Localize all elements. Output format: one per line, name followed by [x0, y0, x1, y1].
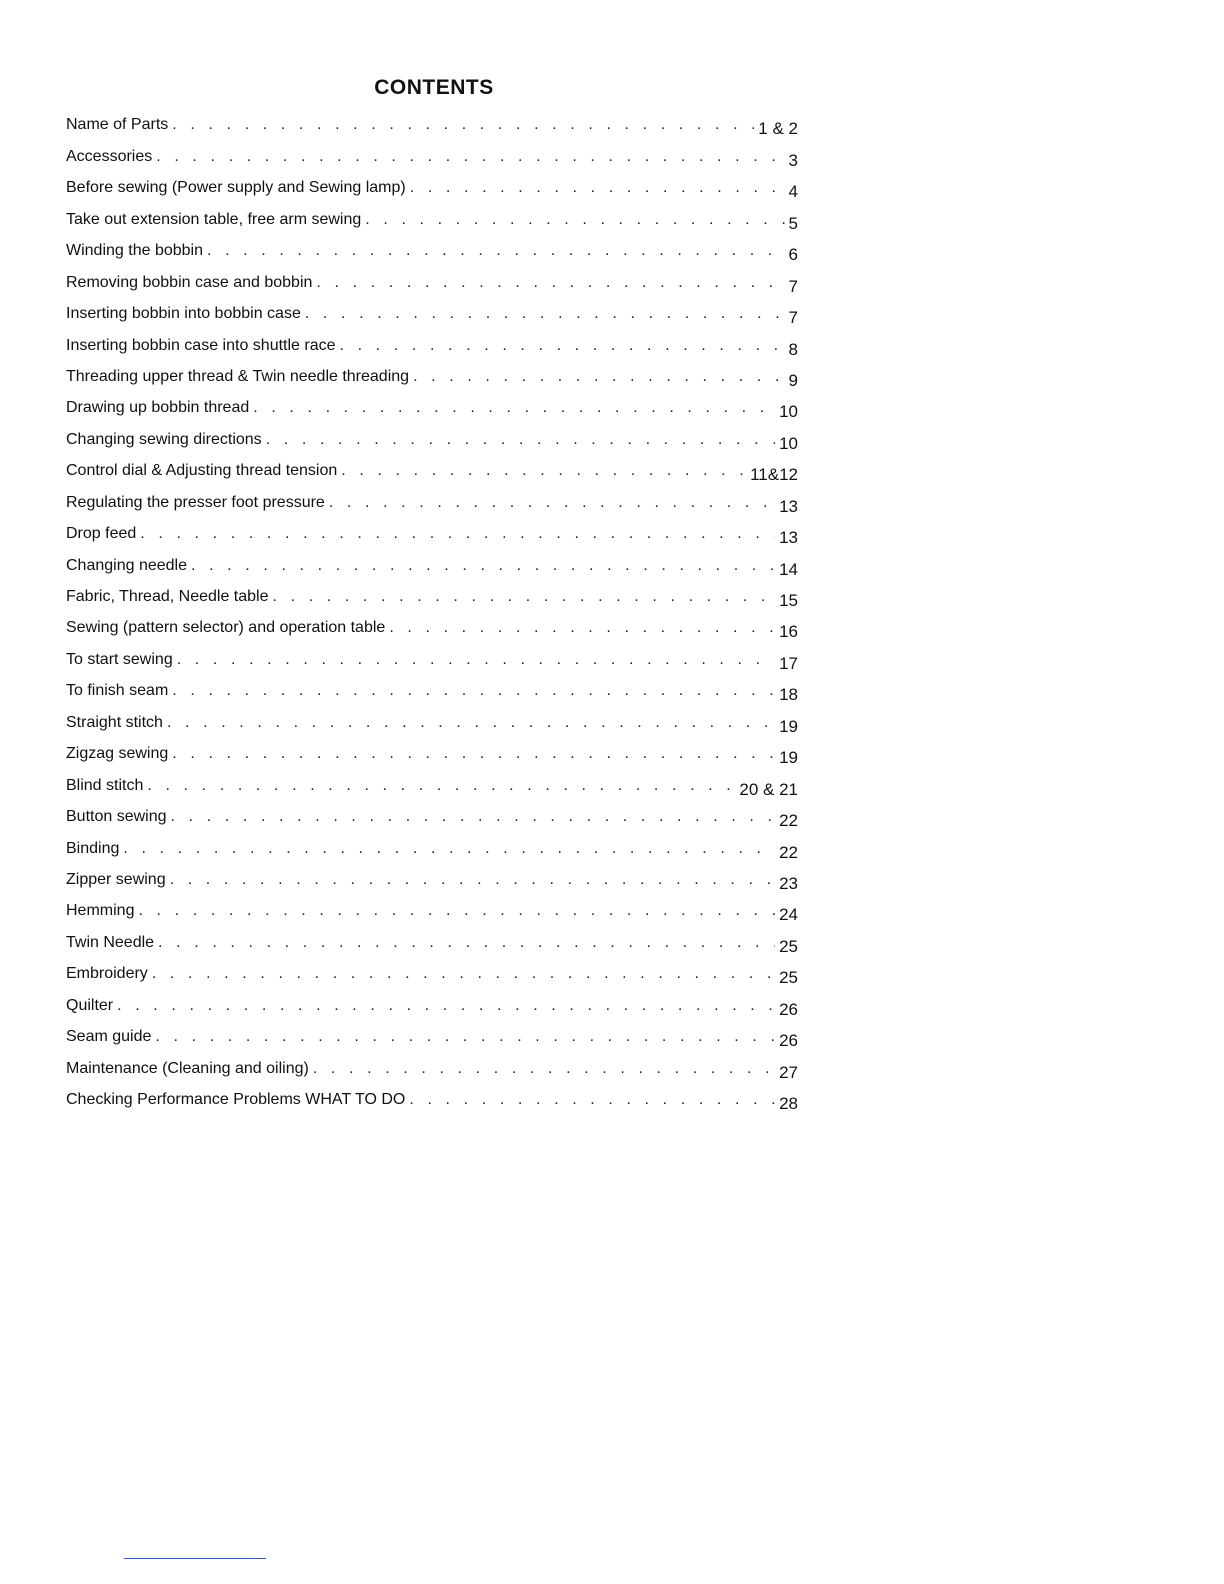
toc-entry-page-number: 23 [779, 873, 798, 893]
toc-entry-label: Blind stitch [66, 776, 144, 794]
dot-leader [167, 714, 775, 732]
toc-entry [66, 197, 798, 233]
dot-leader [272, 588, 775, 606]
toc-entry-label: Quilter [66, 996, 114, 1014]
dot-leader [266, 431, 775, 449]
dot-leader [147, 777, 735, 795]
toc-entry-page-number: 8 [788, 339, 798, 359]
toc-entry-label: Fabric, Thread, Needle table [66, 588, 269, 605]
toc-entry-label: Accessories [66, 147, 153, 165]
toc-entry-label: Name of Parts [66, 116, 169, 134]
dot-leader [316, 274, 784, 292]
dot-leader [329, 494, 775, 512]
toc-entry-label: Binding [66, 839, 120, 857]
toc-entry-page-number: 22 [779, 842, 798, 862]
toc-entry [66, 920, 798, 956]
toc-entry-page-number: 20 & 21 [739, 779, 798, 799]
dot-leader [172, 745, 775, 763]
toc-entry-page-number: 14 [779, 559, 798, 579]
toc-entry [66, 449, 798, 485]
toc-entry [66, 700, 798, 736]
toc-entry-page-number: 24 [779, 905, 798, 925]
toc-entry [66, 323, 798, 359]
dot-leader [207, 242, 785, 260]
toc-entry-label: Sewing (pattern selector) and operation table [66, 619, 386, 637]
page-title: CONTENTS [374, 76, 494, 99]
dot-leader [409, 1091, 775, 1109]
dot-leader [155, 1028, 775, 1046]
toc-entry [66, 1078, 798, 1113]
toc-entry-label: To start sewing [66, 650, 173, 668]
toc-entry-page-number: 26 [779, 999, 798, 1019]
toc-entry [66, 763, 798, 799]
toc-entry-label: Button sewing [66, 808, 167, 826]
dot-leader [177, 651, 775, 669]
toc-entry-page-number: 25 [779, 968, 798, 988]
toc-entry-label: Regulating the presser foot pressure [66, 493, 325, 511]
toc-entry-page-number: 7 [788, 276, 798, 296]
toc-entry-page-number: 28 [779, 1094, 798, 1113]
toc-entry-label: Changing sewing directions [66, 430, 262, 448]
toc-entry-page-number: 9 [788, 370, 798, 390]
dot-leader [313, 1060, 775, 1078]
dot-leader [191, 557, 775, 575]
toc-entry-page-number: 10 [779, 433, 798, 453]
dot-leader [172, 682, 775, 700]
toc-entry [66, 826, 798, 862]
toc-entry [66, 292, 798, 328]
toc-entry-page-number: 6 [788, 245, 798, 265]
toc-entry-label: Drop feed [66, 525, 137, 543]
toc-entry-page-number: 13 [779, 528, 798, 548]
toc-entry [66, 1046, 798, 1082]
toc-entry-label: Zipper sewing [66, 870, 166, 888]
toc-entry-label: Inserting bobbin into bobbin case [66, 305, 301, 323]
toc-entry-label: Changing needle [66, 556, 187, 574]
toc-entry-page-number: 13 [779, 496, 798, 516]
toc-entry [66, 229, 798, 265]
toc-entry-label: Control dial & Adjusting thread tension [66, 462, 338, 480]
toc-entry [66, 983, 798, 1019]
dot-leader [410, 179, 785, 197]
toc-entry-label: To finish seam [66, 682, 169, 700]
toc-entry [66, 606, 798, 642]
dot-leader [341, 462, 746, 480]
toc-entry-page-number: 3 [788, 150, 798, 170]
toc-entry [66, 575, 798, 610]
toc-entry-label: Take out extension table, free arm sewing [66, 210, 362, 228]
toc-entry [66, 480, 798, 516]
toc-entry-page-number: 18 [779, 685, 798, 705]
toc-entry [66, 260, 798, 296]
toc-entry-label: Straight stitch [66, 713, 163, 731]
dot-leader [140, 525, 775, 543]
toc-entry [66, 417, 798, 453]
dot-leader [171, 808, 776, 826]
toc-entry [66, 386, 798, 422]
dot-leader [170, 871, 775, 889]
toc-entry-label: Seam guide [66, 1028, 152, 1046]
toc-entry-page-number: 11&12 [750, 465, 798, 485]
toc-entry-label: Hemming [66, 902, 135, 920]
toc-entry-page-number: 15 [779, 591, 798, 610]
toc-entry [66, 103, 798, 139]
toc-entry-page-number: 7 [788, 308, 798, 328]
dot-leader [253, 399, 775, 417]
toc-entry-page-number: 19 [779, 748, 798, 768]
dot-leader [123, 840, 775, 858]
toc-entry-label: Checking Performance Problems WHAT TO DO [66, 1091, 406, 1108]
dot-leader [172, 116, 754, 134]
toc-entry-label: Zigzag sewing [66, 745, 169, 763]
toc-entry [66, 166, 798, 202]
toc-entry-page-number: 19 [779, 716, 798, 736]
toc-entry-page-number: 22 [779, 811, 798, 831]
toc-entry-page-number: 25 [779, 936, 798, 956]
toc-entry [66, 889, 798, 925]
toc-entry [66, 1015, 798, 1051]
toc-entry-label: Drawing up bobbin thread [66, 399, 250, 417]
toc-entry [66, 543, 798, 579]
toc-entry [66, 637, 798, 673]
dot-leader [413, 368, 784, 386]
dot-leader [389, 619, 775, 637]
toc-entry-label: Winding the bobbin [66, 242, 203, 260]
footer-divider [124, 1558, 266, 1559]
toc-entry-page-number: 10 [779, 402, 798, 422]
toc-entry-label: Maintenance (Cleaning and oiling) [66, 1059, 309, 1077]
dot-leader [340, 337, 785, 355]
toc-entry-page-number: 27 [779, 1062, 798, 1082]
toc-entry [66, 669, 798, 705]
toc-entry [66, 732, 798, 768]
dot-leader [158, 934, 775, 952]
toc-entry [66, 355, 798, 390]
dot-leader [305, 305, 785, 323]
toc-entry-page-number: 5 [788, 213, 798, 233]
dot-leader [117, 997, 775, 1015]
dot-leader [152, 965, 775, 983]
toc-entry [66, 134, 798, 170]
toc-entry-page-number: 16 [779, 622, 798, 642]
toc-entry-page-number: 17 [779, 653, 798, 673]
toc-entry-label: Twin Needle [66, 933, 155, 951]
toc-entry-label: Before sewing (Power supply and Sewing lamp) [66, 179, 406, 197]
toc-entry-label: Threading upper thread & Twin needle threading [66, 367, 410, 385]
dot-leader [156, 148, 784, 166]
dot-leader [138, 902, 775, 920]
toc-entry-page-number: 26 [779, 1031, 798, 1051]
toc-entry [66, 512, 798, 548]
toc-entry [66, 795, 798, 831]
toc-entry-page-number: 4 [788, 182, 798, 202]
dot-leader [365, 211, 784, 229]
toc-entry-label: Embroidery [66, 965, 148, 983]
toc-entry-label: Inserting bobbin case into shuttle race [66, 336, 336, 354]
toc-entry [66, 858, 798, 893]
toc-entry [66, 952, 798, 988]
table-of-contents [66, 103, 798, 1113]
toc-entry-label: Removing bobbin case and bobbin [66, 273, 313, 291]
toc-entry-page-number: 1 & 2 [758, 119, 798, 139]
